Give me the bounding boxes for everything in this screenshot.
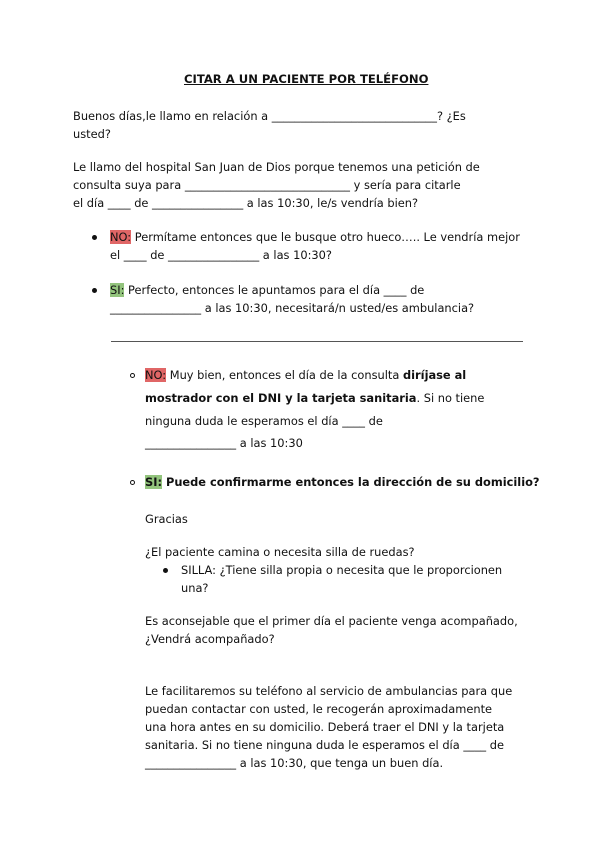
bullet-si-text: Perfecto, entonces le apuntamos para el día ____ de: [124, 283, 425, 297]
bullet-si-line-2: ________________ a las 10:30, necesitará/n usted/es ambulancia?: [110, 301, 475, 315]
intro-line-1: Buenos días,le llamo en relación a _____________________________? ¿Es: [73, 109, 466, 123]
para1-line-2: consulta suya para _____________________________ y sería para citarle: [73, 178, 461, 192]
bullet-si-line-1: [110, 281, 424, 299]
sub-no-text-2: . Si no tiene: [416, 391, 485, 405]
divider: [111, 341, 523, 342]
final-line-2: puedan contactar con usted, le recogerán aproximadamente: [145, 702, 493, 716]
no-tag: NO:: [110, 230, 132, 244]
para1-line-1: Le llamo del hospital San Juan de Dios porque tenemos una petición de: [73, 160, 480, 174]
final-line-5: ________________ a las 10:30, que tenga un buen día.: [145, 756, 444, 770]
sub-no-text: Muy bien, entonces el día de la consulta: [166, 368, 403, 382]
si-tag: SI:: [145, 475, 162, 489]
bullet-circle-icon: [130, 373, 135, 378]
acomp-line-1: Es aconsejable que el primer día el paciente venga acompañado,: [145, 614, 518, 628]
final-line-1: Le facilitaremos su teléfono al servicio de ambulancias para que: [145, 684, 513, 698]
bullet-no-line-2: el ____ de ________________ a las 10:30?: [110, 248, 332, 262]
final-line-3: una hora antes en su domicilio. Deberá traer el DNI y la tarjeta: [145, 720, 505, 734]
acomp-line-2: ¿Vendrá acompañado?: [145, 632, 275, 646]
sub-no-line-4: ________________ a las 10:30: [145, 436, 303, 450]
bullet-circle-icon: [130, 480, 135, 485]
bullet-no-text: Permítame entonces que le busque otro hueco….. Le vendría mejor: [131, 230, 520, 244]
sub-si-line-1: [145, 473, 540, 491]
si-tag: SI:: [110, 283, 125, 297]
camina-question: ¿El paciente camina o necesita silla de ruedas?: [145, 545, 415, 559]
bullet-dot-icon: [92, 288, 97, 293]
no-tag: NO:: [145, 368, 167, 382]
final-line-4: sanitaria. Si no tiene ninguna duda le esperamos el día ____ de: [145, 738, 504, 752]
sub-si-text: Puede confirmarme entonces la dirección de su domicilio?: [162, 475, 540, 489]
bullet-dot-icon: [92, 235, 97, 240]
sub-no-line-1: [145, 366, 466, 384]
bullet-no-line-1: [110, 228, 520, 246]
sub-no-bold-2: mostrador con el DNI y la tarjeta sanitaria: [145, 391, 417, 405]
silla-line-1: SILLA: ¿Tiene silla propia o necesita que le proporcionen: [181, 563, 503, 577]
sub-no-line-3: ninguna duda le esperamos el día ____ de: [145, 414, 383, 428]
bullet-dot-icon: [163, 568, 168, 573]
sub-no-line-2: [145, 389, 484, 407]
sub-no-bold: diríjase al: [402, 368, 467, 382]
gracias: Gracias: [145, 512, 188, 526]
intro-line-2: usted?: [73, 127, 111, 141]
page-title: CITAR A UN PACIENTE POR TELÉFONO: [184, 72, 429, 86]
silla-line-2: una?: [181, 581, 209, 595]
para1-line-3: el día ____ de ________________ a las 10:30, le/s vendría bien?: [73, 196, 419, 210]
